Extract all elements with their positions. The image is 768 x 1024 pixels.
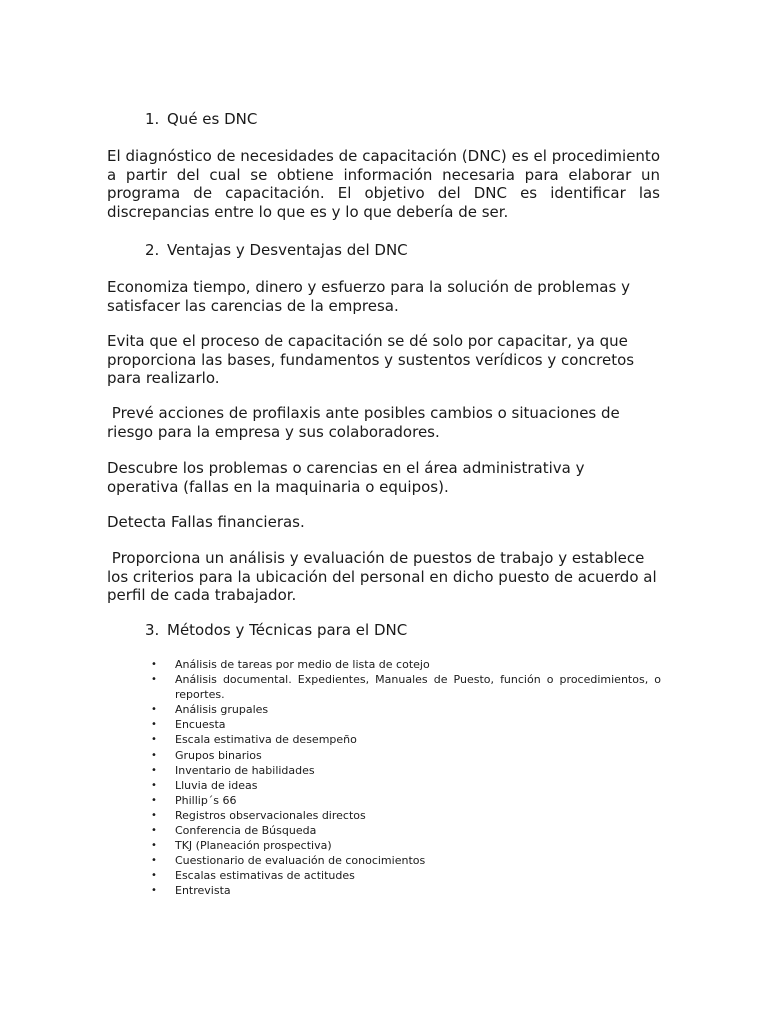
bullet-icon: •	[151, 734, 157, 746]
bullet-icon: •	[151, 764, 157, 776]
intro-paragraph: El diagnóstico de necesidades de capacitación (DNC) es el procedimiento a partir del cual se obtiene información necesaria para elaborar un programa de capacitación. El objetivo del DNC es identificar las discrepancias entre lo que es y lo que debería de ser.	[107, 147, 660, 221]
list-item	[149, 868, 661, 883]
section-heading-1	[145, 110, 257, 128]
advantage-paragraph: Prevé acciones de profilaxis ante posibles cambios o situaciones de riesgo para la empresa y sus colaboradores.	[107, 404, 625, 441]
bullet-icon: •	[151, 809, 157, 821]
list-item	[149, 883, 661, 898]
bullet-icon: •	[151, 870, 157, 882]
list-item-text: Escalas estimativas de actitudes	[175, 869, 355, 883]
list-item-text: Análisis de tareas por medio de lista de cotejo	[175, 658, 430, 671]
list-item	[149, 702, 661, 717]
list-item	[149, 778, 661, 793]
list-item	[149, 838, 661, 853]
bullet-icon: •	[151, 704, 157, 716]
list-item	[149, 823, 661, 838]
list-item	[149, 763, 661, 778]
bullet-icon: •	[151, 719, 157, 731]
section-heading-3	[145, 621, 407, 639]
advantage-paragraph: Proporciona un análisis y evaluación de puestos de trabajo y establece los criterios para la ubicación del personal en dicho puesto de acuerdo al perfil de cada trabajador.	[107, 549, 662, 604]
list-item-text: TKJ (Planeación prospectiva)	[175, 839, 332, 853]
bullet-icon: •	[151, 825, 157, 837]
bullet-icon: •	[151, 659, 157, 670]
list-item-text: Phillip´s 66	[175, 793, 237, 807]
methods-list	[149, 657, 661, 899]
advantage-paragraph: Descubre los problemas o carencias en el área administrativa y operativa (fallas en la maquinaria o equipos).	[107, 459, 585, 496]
list-item	[149, 672, 661, 702]
advantage-paragraph: Evita que el proceso de capacitación se dé solo por capacitar, ya que proporciona las bases, fundamentos y sustentos verídicos y concretos para realizarlo.	[107, 332, 635, 387]
list-item-text: Análisis documental. Expedientes, Manuales de Puesto, función o procedimientos, o reportes.	[175, 673, 661, 702]
bullet-icon: •	[151, 779, 157, 791]
list-item-text: Inventario de habilidades	[175, 763, 315, 777]
list-item-text: Encuesta	[175, 718, 226, 732]
list-item	[149, 717, 661, 732]
bullet-icon: •	[151, 749, 157, 761]
list-item-text: Entrevista	[175, 884, 231, 898]
bullet-icon: •	[151, 674, 157, 686]
bullet-icon: •	[151, 885, 157, 897]
list-item-text: Registros observacionales directos	[175, 808, 366, 822]
list-item	[149, 808, 661, 823]
list-item-text: Escala estimativa de desempeño	[175, 733, 357, 747]
list-item-text: Análisis grupales	[175, 703, 269, 717]
list-item-text: Conferencia de Búsqueda	[175, 824, 317, 838]
list-item-text: Cuestionario de evaluación de conocimientos	[175, 854, 426, 868]
list-item	[149, 748, 661, 763]
section-title: Qué es DNC	[167, 110, 258, 128]
section-number: 1.	[145, 110, 160, 128]
section-title: Ventajas y Desventajas del DNC	[167, 241, 408, 259]
section-number: 3.	[145, 621, 160, 639]
list-item	[149, 853, 661, 868]
section-number: 2.	[145, 241, 160, 259]
advantage-paragraph: Economiza tiempo, dinero y esfuerzo para la solución de problemas y satisfacer las carencias de la empresa.	[107, 278, 630, 315]
list-item-text: Grupos binarios	[175, 748, 262, 762]
bullet-icon: •	[151, 855, 157, 867]
list-item	[149, 793, 661, 808]
section-heading-2	[145, 241, 408, 259]
bullet-icon: •	[151, 794, 157, 806]
advantage-paragraph: Detecta Fallas financieras.	[107, 513, 305, 531]
bullet-icon: •	[151, 840, 157, 852]
list-item	[149, 732, 661, 747]
list-item	[149, 657, 661, 672]
list-item-text: Lluvia de ideas	[175, 778, 258, 792]
section-title: Métodos y Técnicas para el DNC	[167, 621, 408, 639]
